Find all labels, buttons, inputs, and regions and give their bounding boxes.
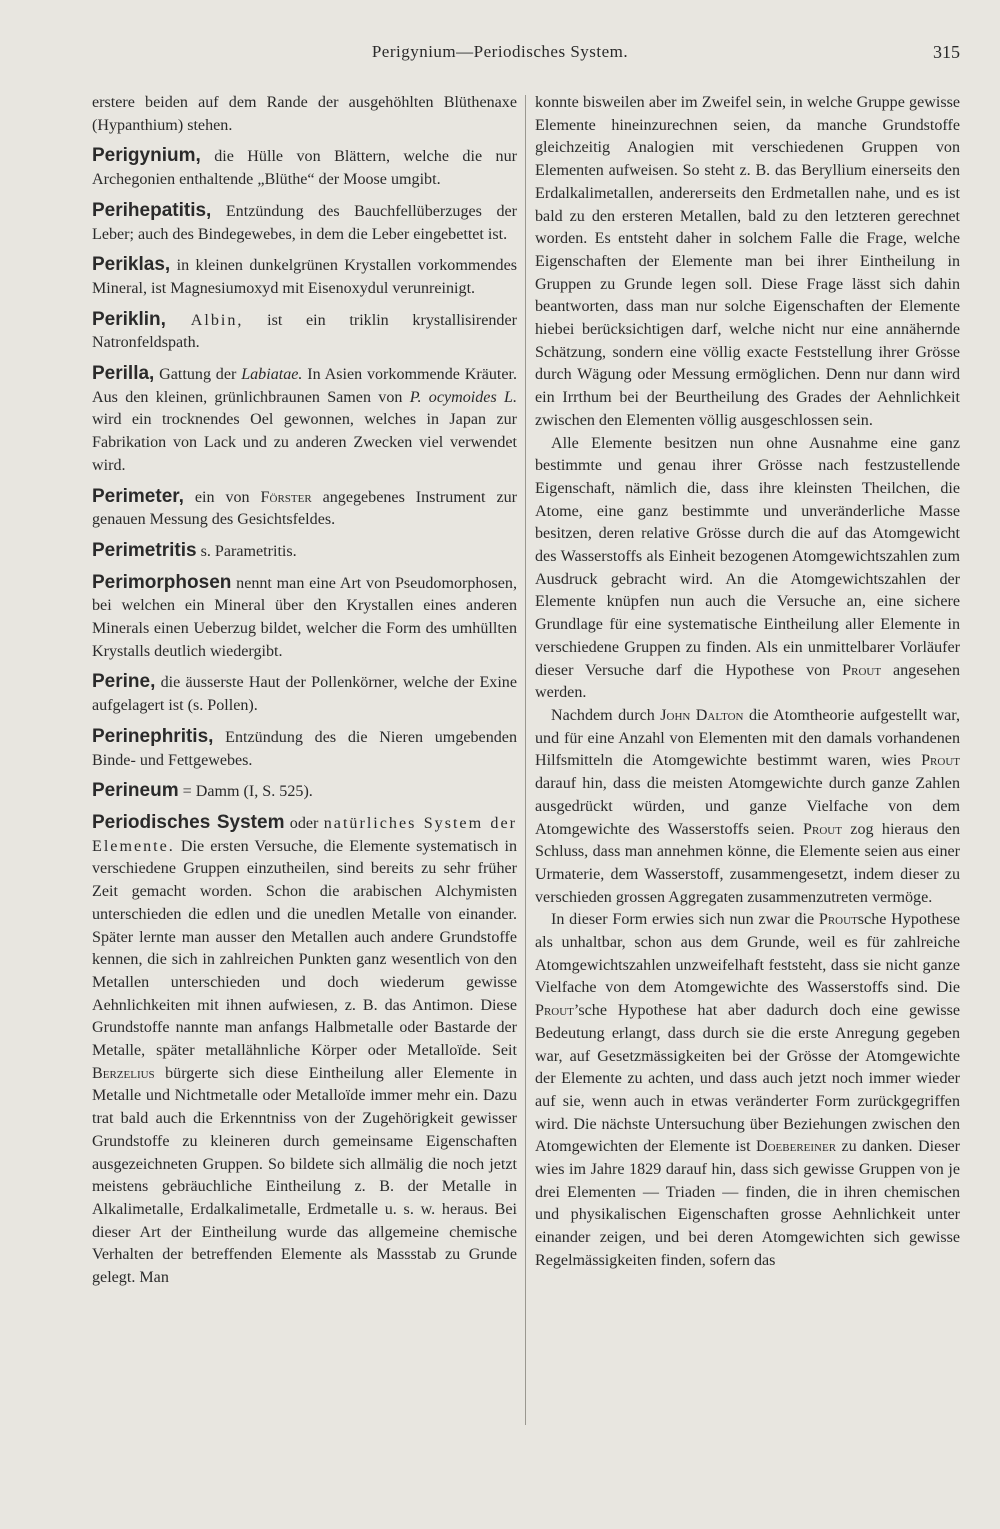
headword: Perine, (92, 671, 156, 693)
entry-text: wird ein trocknendes Oel gewonnen, welches in Japan zur Fabrikation von Lack und zu anderen Zwecken viel verwendet wird. (92, 411, 517, 474)
entry-text: Entzündung des Bauchfellüberzuges der Leber; auch des Bindegewebes, in dem die Leber eingebettet ist. (92, 202, 517, 243)
headword: Perimeter, (92, 485, 184, 507)
entry-perineum (92, 780, 517, 804)
entry-text: oder (284, 814, 324, 832)
headword: Perineum (92, 780, 179, 802)
paragraph-text: zog hieraus den Schluss, dass man annehmen könne, die Elemente seien aus einer Urmaterie, dem Wasserstoff, zusammengesetzt, indem dieser zu verschieden grossen Aggregaten zusammenzutreten vermöge. (535, 820, 960, 906)
entry-text: angegebenes Instrument zur genauen Messung des Gesichtsfeldes. (92, 488, 517, 529)
headword: Perilla, (92, 363, 155, 385)
headword: Perimorphosen (92, 571, 232, 593)
paragraph: konnte bisweilen aber im Zweifel sein, in welche Gruppe gewisse Elemente hineinzurechnen seien, da manche Grundstoffe gleichzeitig Analogien mit verschiedenen Gruppen von Elementen aufweisen. So steht z. B. das Beryllium einerseits den Erdalkalimetallen, andererseits den Erdmetallen nahe, und es ist bald zu den ersteren Metallen, bald zu den letzteren gerechnet worden. Es entsteht daher in solchem Falle die Frage, welche Eigenschaften der Elemente man bei ihrer Eintheilung in Gruppen zu Grunde legen soll. Diese Frage lässt sich dahin beantworten, dass man nur solche Eigenschaften der Elemente hiebei berücksichtigen darf, welche nicht nur eine annähernde Schätzung, sondern eine völlig exacte Feststellung ihrer Grösse durch Wägung oder Messung ermöglichen. Denn nur dann wird ein Irrthum bei der Beurtheilung des Grades der Aehnlichkeit zwischen den Elementen völlig ausgeschlossen sein. (535, 94, 960, 429)
paragraph (535, 909, 960, 1272)
entry-perimorphosen (92, 572, 517, 664)
author-name: Prout (842, 661, 882, 679)
paragraph-text: Alle Elemente besitzen nun ohne Ausnahme eine ganz bestimmte und genau ihrer Grösse nach festzustellende Eigenschaft, nämlich die, dass ihre kleinsten Theilchen, die Atome, eine ganz bestimmte und unveränderliche Masse besitzen, deren relative Grösse durch die auf das Atomgewicht des Wasserstoffs als Einheit bezogenen Atomgewichtszahlen zum Ausdruck gebracht wird. An die Atomgewichtszahlen der Elemente knüpfen nun auch die Versuche an, eine sichere Grundlage für eine systematische Eintheilung aller Elemente in verschiedene Gruppen zu finden. Als ein unmittelbarer Vorläufer dieser Versuche darf die Hypothese von (535, 434, 960, 679)
headword: Perigynium, (92, 145, 201, 167)
spaced-text: natürliches System der Elemente. (92, 814, 517, 855)
entry-text: s. Parametritis. (196, 542, 297, 560)
headword: Periklas, (92, 254, 171, 276)
entry-periklin (92, 309, 517, 355)
headword: Periklin, (92, 308, 166, 330)
author-name: Berzelius (92, 1064, 155, 1082)
paragraph-text: In dieser Form erwies sich nun zwar die (551, 911, 819, 929)
page-number: 315 (933, 42, 960, 62)
author-name: John Dalton (660, 706, 744, 724)
headword: Perihepatitis, (92, 199, 212, 221)
headword: Perinephritis, (92, 725, 214, 747)
continued-text: erstere beiden auf dem Rande der ausgehöhlten Blüthenaxe (Hypanthium) stehen. (92, 94, 517, 134)
spaced-text: Albin, (165, 311, 244, 329)
paragraph-text: darauf hin, dass die meisten Atomgewichte durch ganze Zahlen ausgedrückt würden, und ganze Vielfache von dem Atomgewichte des Wasserstoffs seien. (535, 775, 960, 838)
paragraph-text: sche Hypothese als unhaltbar, schon aus dem Grunde, weil es für zahlreiche Atomgewichtszahlen unzweifelhaft feststeht, dass sie nicht ganze Vielfache von dem Atomgewichte des Wasserstoffs sind. Die (535, 911, 960, 997)
paragraph (535, 705, 960, 909)
italic-term: Labiatae. (241, 366, 303, 384)
entry-periodisches-system (92, 812, 517, 1290)
left-column (92, 92, 517, 1298)
entry-text: ein von (183, 488, 261, 506)
paragraph-text: zu danken. Dieser wies im Jahre 1829 darauf hin, dass sich gewisse Gruppen von je drei Elementen — Triaden — finden, die in ihren chemischen und physikalischen Eigenschaften grosse Aehnlichkeit unter einander zeigen, und bei deren Atomgewichten sich gewisse Regelmässigkeiten finden, sofern das (535, 1138, 960, 1269)
author-name: Prout (818, 911, 858, 929)
entry-text: = Damm (I, S. 525). (178, 783, 313, 801)
entry-perimeter (92, 486, 517, 532)
author-name: Prout (803, 820, 842, 838)
entry-text: bürgerte sich diese Eintheilung aller Elemente in Metalle und Nichtmetalle oder Metalloïde immer mehr ein. Dazu trat bald auch die Erkenntniss von der Zugehörigkeit gewisser Grundstoffe zu kleineren durch gemeinsame Eigenschaften ausgezeichneten Gruppen. So bildete sich allmälig die noch jetzt meistens gebräuchliche Eintheilung z. B. der Metalle in Alkalimetalle, Erdalkalimetalle, Erdmetalle u. s. w. heraus. Bei dieser Art der Eintheilung wurde das allgemeine chemische Verhalten der betreffenden Elemente als Massstab zu Grunde gelegt. Man (92, 1064, 517, 1287)
running-header (0, 42, 1000, 72)
entry-text: die Hülle von Blättern, welche die nur Archegonien enthaltende „Blüthe“ der Moose umgibt. (92, 148, 517, 189)
paragraph-text: angesehen werden. (535, 661, 960, 702)
author-name: Förster (260, 488, 312, 506)
entry-text: in kleinen dunkelgrünen Krystallen vorkommendes Mineral, ist Magnesiumoxyd mit Eisenoxydul verunreinigt. (92, 257, 517, 297)
entry-text: In Asien vorkommende Kräuter. Aus den kleinen, grünlichbraunen Samen von (92, 366, 518, 406)
entry-text: Die ersten Versuche, die Elemente systematisch in verschiedene Gruppen einzutheilen, sind bereits zu sehr früher Zeit gemacht worden. Schon die arabischen Alchymisten unterschieden die edlen und die unedlen Metalle von einander. Später lernte man ausser den Metallen auch andere Grundstoffe kennen, die sich in zahlreichen Punkten ganz wesentlich von den Metallen unterschieden und doch wiederum gewisse Aehnlichkeiten mit ihnen aufwiesen, z. B. das Antimon. Diese Grundstoffe nannte man anfangs Halbmetalle oder Bastarde der Metalle, später metallähnliche Körper oder Metalloïde. Seit (92, 837, 517, 1060)
entry-perimetritis (92, 540, 517, 564)
entry-periklas (92, 254, 517, 300)
entry-text: Entzündung des die Nieren umgebenden Binde- und Fettgewebes. (92, 728, 517, 769)
entry-perine (92, 671, 517, 717)
author-name: Prout (535, 1002, 574, 1020)
paragraph (535, 433, 960, 705)
author-name: Prout (921, 752, 960, 770)
entry-perilla (92, 363, 517, 478)
entry-text: Gattung der (154, 366, 242, 384)
column-divider (525, 95, 526, 1425)
entry-perigynium (92, 145, 517, 191)
entry-text: die äusserste Haut der Pollenkörner, welche der Exine aufgelagert ist (s. Pollen). (92, 674, 517, 715)
entry-text: nennt man eine Art von Pseudomorphosen, bei welchen ein Mineral über den Krystallen eines anderen Minerals einen Ueberzug bildet, welcher die Form des umhüllten Krystalls deutlich wiedergibt. (92, 574, 517, 660)
author-name: Doebereiner (755, 1138, 837, 1156)
entry-perinephritis (92, 726, 517, 772)
running-title: Perigynium—Periodisches System. (371, 42, 629, 61)
paragraph-text: die Atomtheorie aufgestellt war, und für eine Anzahl von Elementen mit den damals vorhandenen Hilfsmitteln die Atomgewichte bestimmt waren, wies (535, 706, 960, 770)
entry-text: ist ein triklin krystallisirender Natronfeldspath. (92, 311, 517, 352)
headword: Perimetritis (92, 539, 197, 561)
entry-perihepatitis (92, 200, 517, 246)
right-column (535, 92, 960, 1273)
paragraph-text: Nachdem durch (551, 706, 661, 724)
headword: Periodisches System (92, 811, 285, 833)
paragraph-text: ’sche Hypothese hat aber dadurch doch eine gewisse Bedeutung erlangt, dass durch sie die erste Anregung gegeben war, auf Gesetzmässigkeiten bei der Grösse der Atomgewichte der Elemente zu achten, und dass auch jetzt noch immer wieder auf sie, wenn auch in etwas veränderter Form zurückgegriffen wird. Die nächste Untersuchung über Beziehungen zwischen den Atomgewichten der Elemente ist (535, 1002, 960, 1156)
italic-term: P. ocymoides L. (409, 388, 517, 406)
